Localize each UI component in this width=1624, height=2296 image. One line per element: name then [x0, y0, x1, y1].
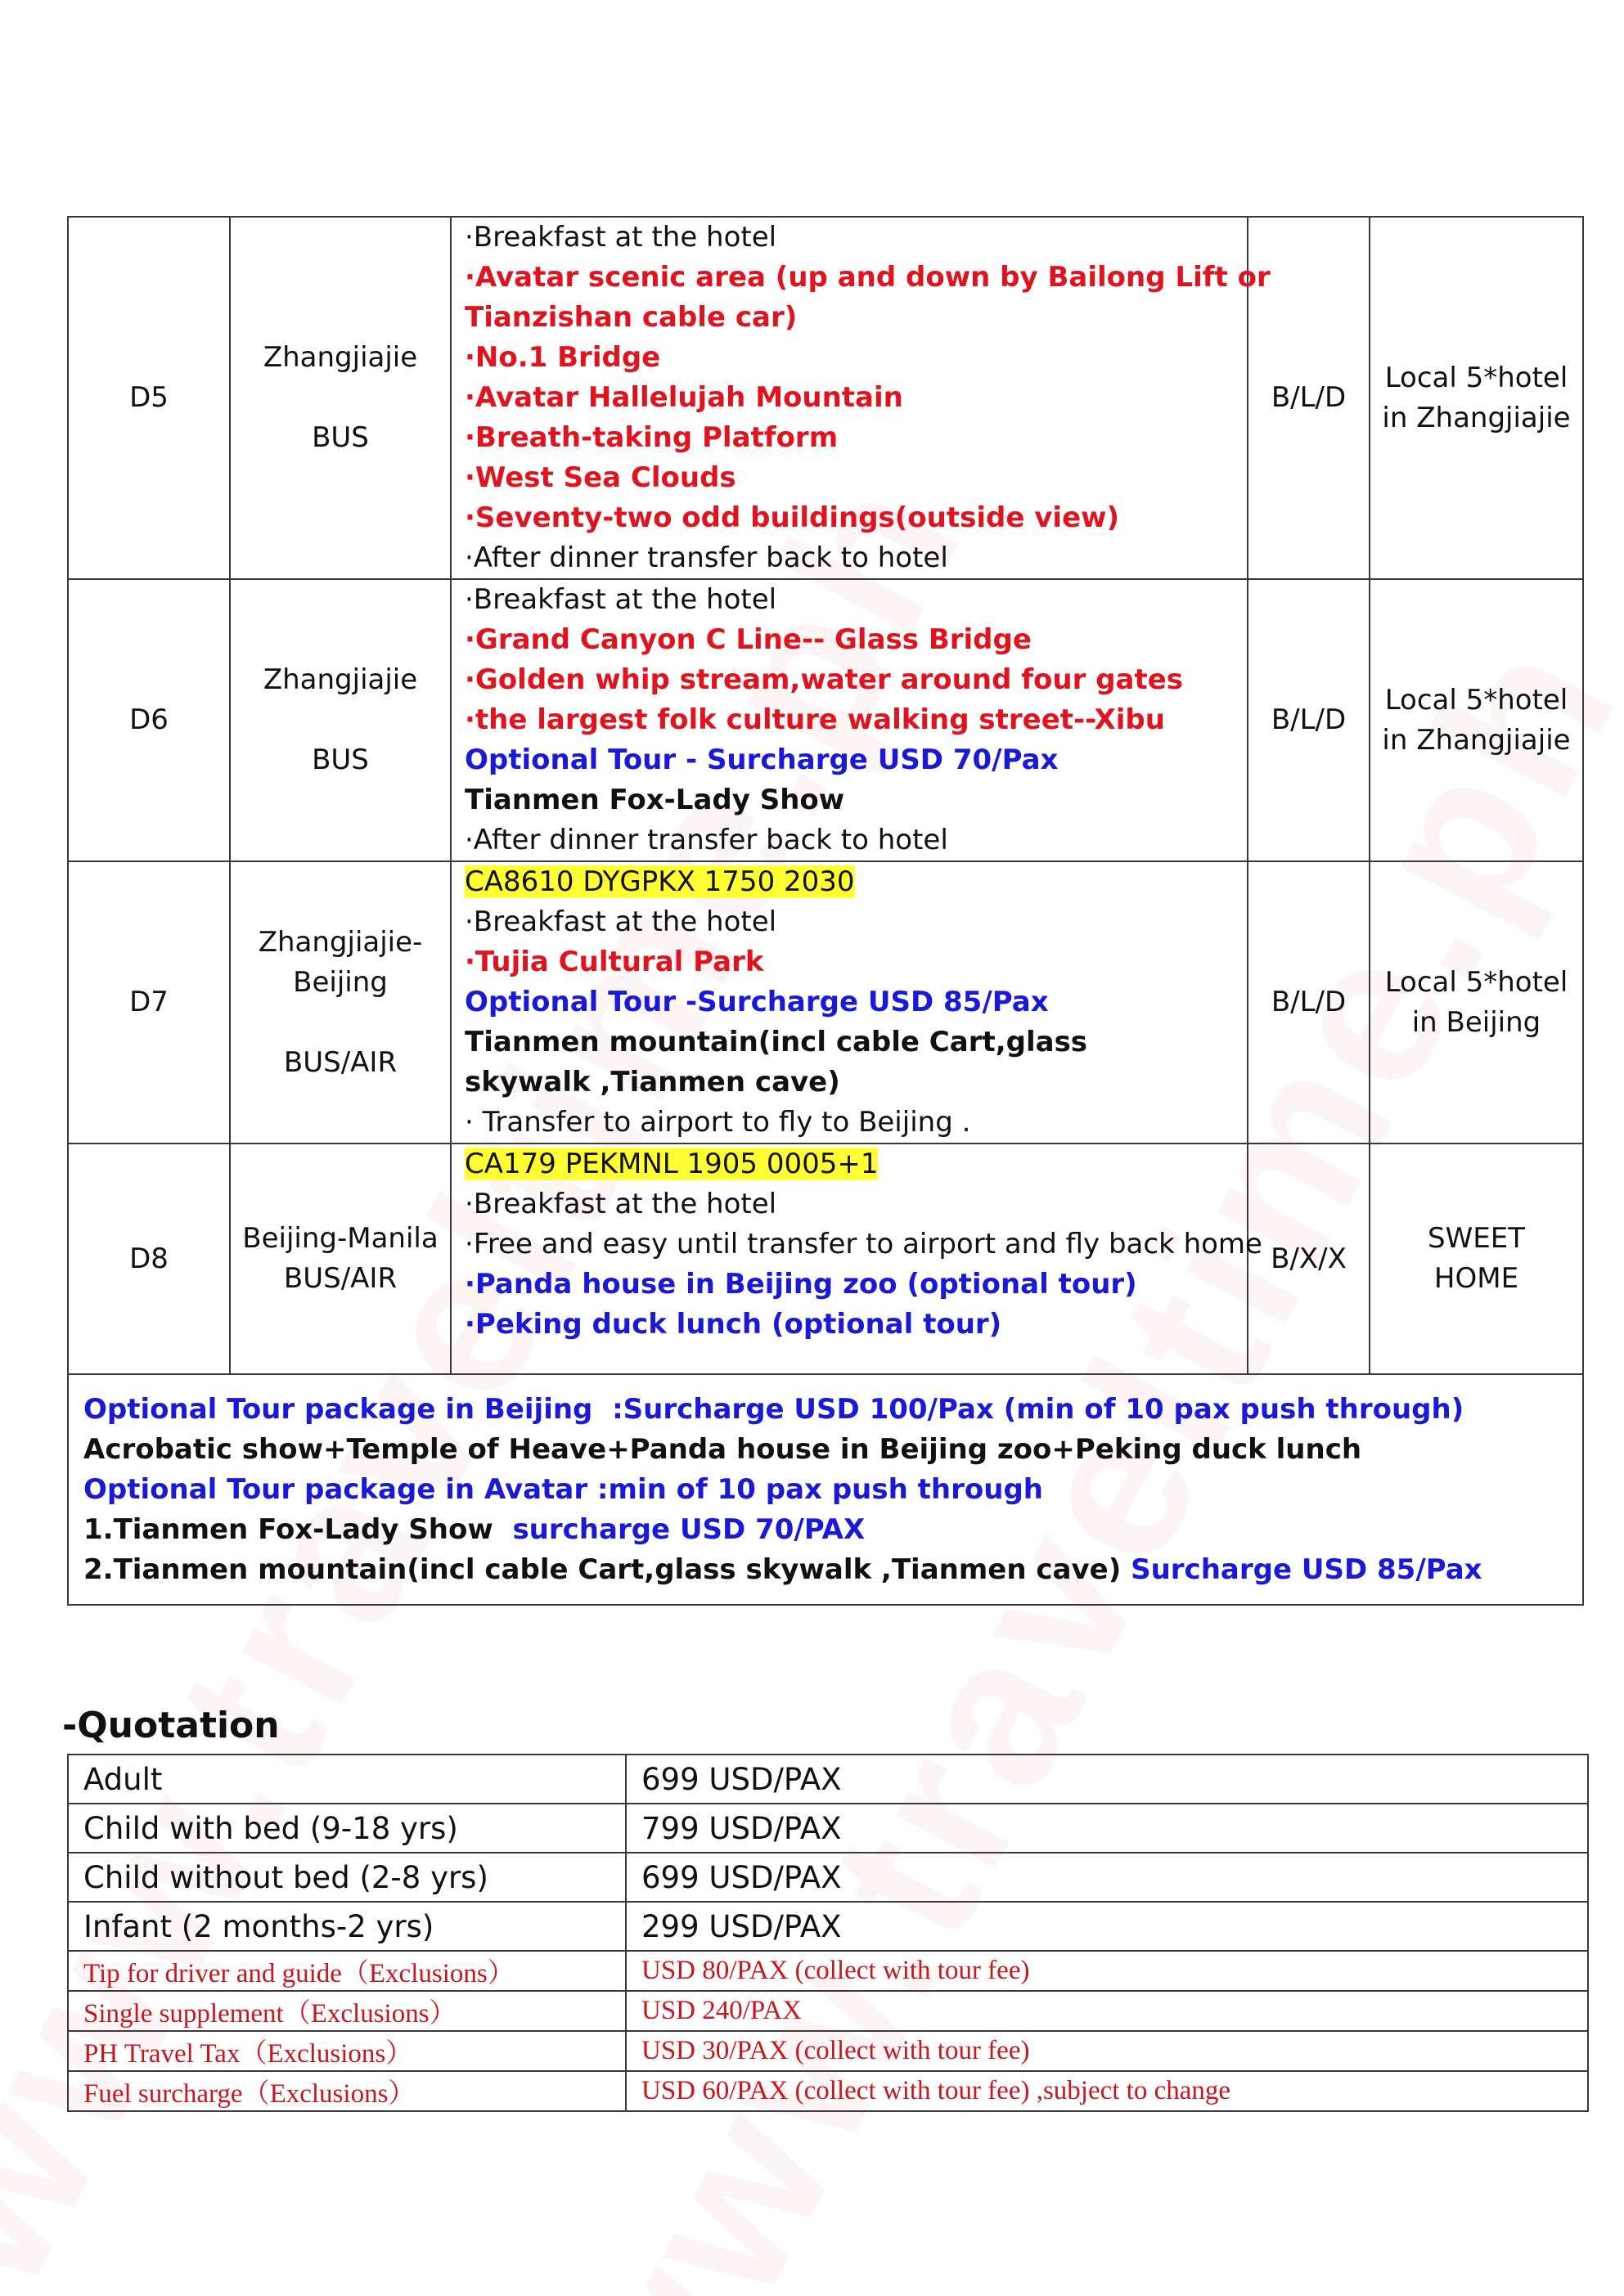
- hotel-cell: [1370, 217, 1583, 579]
- hotel-line: Local 5*hotel: [1384, 361, 1568, 394]
- program-line: ·Peking duck lunch (optional tour): [465, 1308, 1002, 1341]
- program-line: Tianmen mountain(incl cable Cart,glass: [465, 1026, 1088, 1058]
- program-line: Tianmen Fox-Lady Show: [465, 784, 845, 816]
- quotation-label: Adult: [68, 1755, 626, 1804]
- itinerary-row: [68, 579, 1583, 861]
- optional-tour-text: 2.Tianmen mountain(incl cable Cart,glass skywalk ,Tianmen cave): [83, 1552, 1131, 1586]
- itinerary-body: [68, 217, 1583, 1605]
- meals-cell: B/L/D: [1248, 217, 1370, 579]
- day-cell: D8: [68, 1144, 230, 1374]
- program-cell: [451, 579, 1248, 861]
- program-line: ·No.1 Bridge: [465, 341, 661, 374]
- optional-tour-text: Acrobatic show+Temple of Heave+Panda house in Beijing zoo+Peking duck lunch: [83, 1432, 1362, 1466]
- optional-tour-text: Surcharge USD 85/Pax: [1131, 1552, 1482, 1586]
- program-line: ·West Sea Clouds: [465, 461, 736, 494]
- quotation-table: [67, 1754, 1589, 2112]
- hotel-line: SWEET: [1428, 1222, 1525, 1255]
- quotation-value: USD 80/PAX (collect with tour fee): [626, 1951, 1588, 1991]
- quotation-row: [68, 1804, 1588, 1853]
- optional-tour-text: surcharge USD 70/PAX: [512, 1512, 866, 1546]
- hotel-line: HOME: [1433, 1262, 1519, 1295]
- optional-tours-cell: [68, 1374, 1583, 1605]
- city-transport-cell: [230, 217, 451, 579]
- city-line: Zhangjiajie: [263, 663, 418, 696]
- hotel-line: Local 5*hotel: [1384, 965, 1568, 999]
- quotation-value: 299 USD/PAX: [626, 1902, 1588, 1951]
- program-cell: [451, 1144, 1262, 1374]
- itinerary-row: [68, 1144, 1583, 1374]
- program-line: Optional Tour -Surcharge USD 85/Pax: [465, 986, 1049, 1018]
- hotel-cell: [1370, 579, 1583, 861]
- hotel-line: in Zhangjiajie: [1382, 723, 1571, 757]
- hotel-cell: [1370, 861, 1583, 1144]
- itinerary-table: [67, 216, 1584, 1606]
- program-line: ·Breakfast at the hotel: [465, 583, 777, 616]
- quotation-label: Child without bed (2-8 yrs): [68, 1853, 626, 1902]
- itinerary-row: [68, 861, 1583, 1144]
- city-line: BUS/AIR: [283, 1045, 398, 1079]
- program-line: ·Seventy-two odd buildings(outside view): [465, 501, 1120, 534]
- quotation-row: [68, 1902, 1588, 1951]
- quotation-value: USD 60/PAX (collect with tour fee) ,subject to change: [626, 2071, 1588, 2111]
- city-line: Beijing-Manila: [242, 1222, 439, 1255]
- program-line: Tianzishan cable car): [465, 301, 798, 334]
- hotel-line: Local 5*hotel: [1384, 683, 1568, 717]
- day-cell: D7: [68, 861, 230, 1144]
- quotation-row: [68, 2031, 1588, 2071]
- quotation-value: USD 30/PAX (collect with tour fee): [626, 2031, 1588, 2071]
- quotation-label: Child with bed (9-18 yrs): [68, 1804, 626, 1853]
- quotation-value: 699 USD/PAX: [626, 1755, 1588, 1804]
- day-cell: D5: [68, 217, 230, 579]
- program-line: ·Breakfast at the hotel: [465, 221, 777, 254]
- optional-tours-row: [68, 1374, 1583, 1605]
- quotation-label: Tip for driver and guide（Exclusions）: [68, 1951, 626, 1991]
- program-line: ·After dinner transfer back to hotel: [465, 541, 948, 574]
- program-line: ·Avatar scenic area (up and down by Bailong Lift or: [465, 261, 1271, 294]
- city-line: Beijing: [293, 965, 388, 999]
- program-line: ·Avatar Hallelujah Mountain: [465, 381, 903, 414]
- flight-info: CA179 PEKMNL 1905 0005+1: [465, 1148, 879, 1180]
- city-line: BUS: [312, 421, 369, 454]
- program-line: · Transfer to airport to fly to Beijing .: [465, 1106, 971, 1139]
- day-cell: D6: [68, 579, 230, 861]
- program-line: ·Breakfast at the hotel: [465, 1188, 777, 1220]
- optional-tour-text: Optional Tour package in Beijing :Surcharge USD 100/Pax (min of 10 pax push through): [83, 1392, 1464, 1426]
- program-cell: [451, 861, 1248, 1144]
- meals-cell: B/L/D: [1248, 579, 1370, 861]
- quotation-row: [68, 1951, 1588, 1991]
- quotation-title: -Quotation: [62, 1705, 280, 1746]
- program-line: Optional Tour - Surcharge USD 70/Pax: [465, 744, 1059, 776]
- meals-cell: B/L/D: [1248, 861, 1370, 1144]
- program-line: ·Breakfast at the hotel: [465, 905, 777, 938]
- quotation-value: 799 USD/PAX: [626, 1804, 1588, 1853]
- meals-cell: B/X/X: [1248, 1144, 1370, 1374]
- city-transport-cell: [230, 861, 451, 1144]
- program-line: ·Grand Canyon C Line-- Glass Bridge: [465, 623, 1032, 656]
- program-line: ·Golden whip stream,water around four gates: [465, 663, 1184, 696]
- hotel-line: in Zhangjiajie: [1382, 401, 1571, 434]
- quotation-value: USD 240/PAX: [626, 1991, 1588, 2031]
- program-line: ·the largest folk culture walking street--Xibu: [465, 703, 1165, 736]
- program-line: ·Tujia Cultural Park: [465, 946, 764, 978]
- quotation-label: Single supplement（Exclusions）: [68, 1991, 626, 2031]
- quotation-label: Fuel surcharge（Exclusions）: [68, 2071, 626, 2111]
- quotation-row: [68, 1853, 1588, 1902]
- city-line: BUS: [312, 744, 369, 776]
- program-line: ·Panda house in Beijing zoo (optional tour): [465, 1268, 1137, 1301]
- hotel-cell: [1370, 1144, 1583, 1374]
- city-transport-cell: [230, 1144, 451, 1374]
- program-line: ·Free and easy until transfer to airport and fly back home: [465, 1228, 1262, 1260]
- program-line: ·After dinner transfer back to hotel: [465, 824, 948, 856]
- quotation-row: [68, 1755, 1588, 1804]
- city-line: BUS/AIR: [283, 1262, 398, 1295]
- itinerary-row: [68, 217, 1583, 579]
- city-line: Zhangjiajie: [263, 341, 418, 374]
- quotation-label: PH Travel Tax（Exclusions）: [68, 2031, 626, 2071]
- program-line: ·Breath-taking Platform: [465, 421, 839, 454]
- program-line: skywalk ,Tianmen cave): [465, 1066, 840, 1099]
- optional-tour-text: Optional Tour package in Avatar :min of 10 pax push through: [83, 1472, 1043, 1506]
- city-line: Zhangjiajie-: [258, 925, 423, 959]
- quotation-row: [68, 2071, 1588, 2111]
- quotation-value: 699 USD/PAX: [626, 1853, 1588, 1902]
- optional-tour-text: 1.Tianmen Fox-Lady Show: [83, 1512, 513, 1546]
- program-cell: [451, 217, 1271, 579]
- city-transport-cell: [230, 579, 451, 861]
- quotation-row: [68, 1991, 1588, 2031]
- quotation-label: Infant (2 months-2 yrs): [68, 1902, 626, 1951]
- hotel-line: in Beijing: [1411, 1005, 1541, 1039]
- flight-info: CA8610 DYGPKX 1750 2030: [465, 865, 855, 898]
- quotation-body: [68, 1755, 1588, 2111]
